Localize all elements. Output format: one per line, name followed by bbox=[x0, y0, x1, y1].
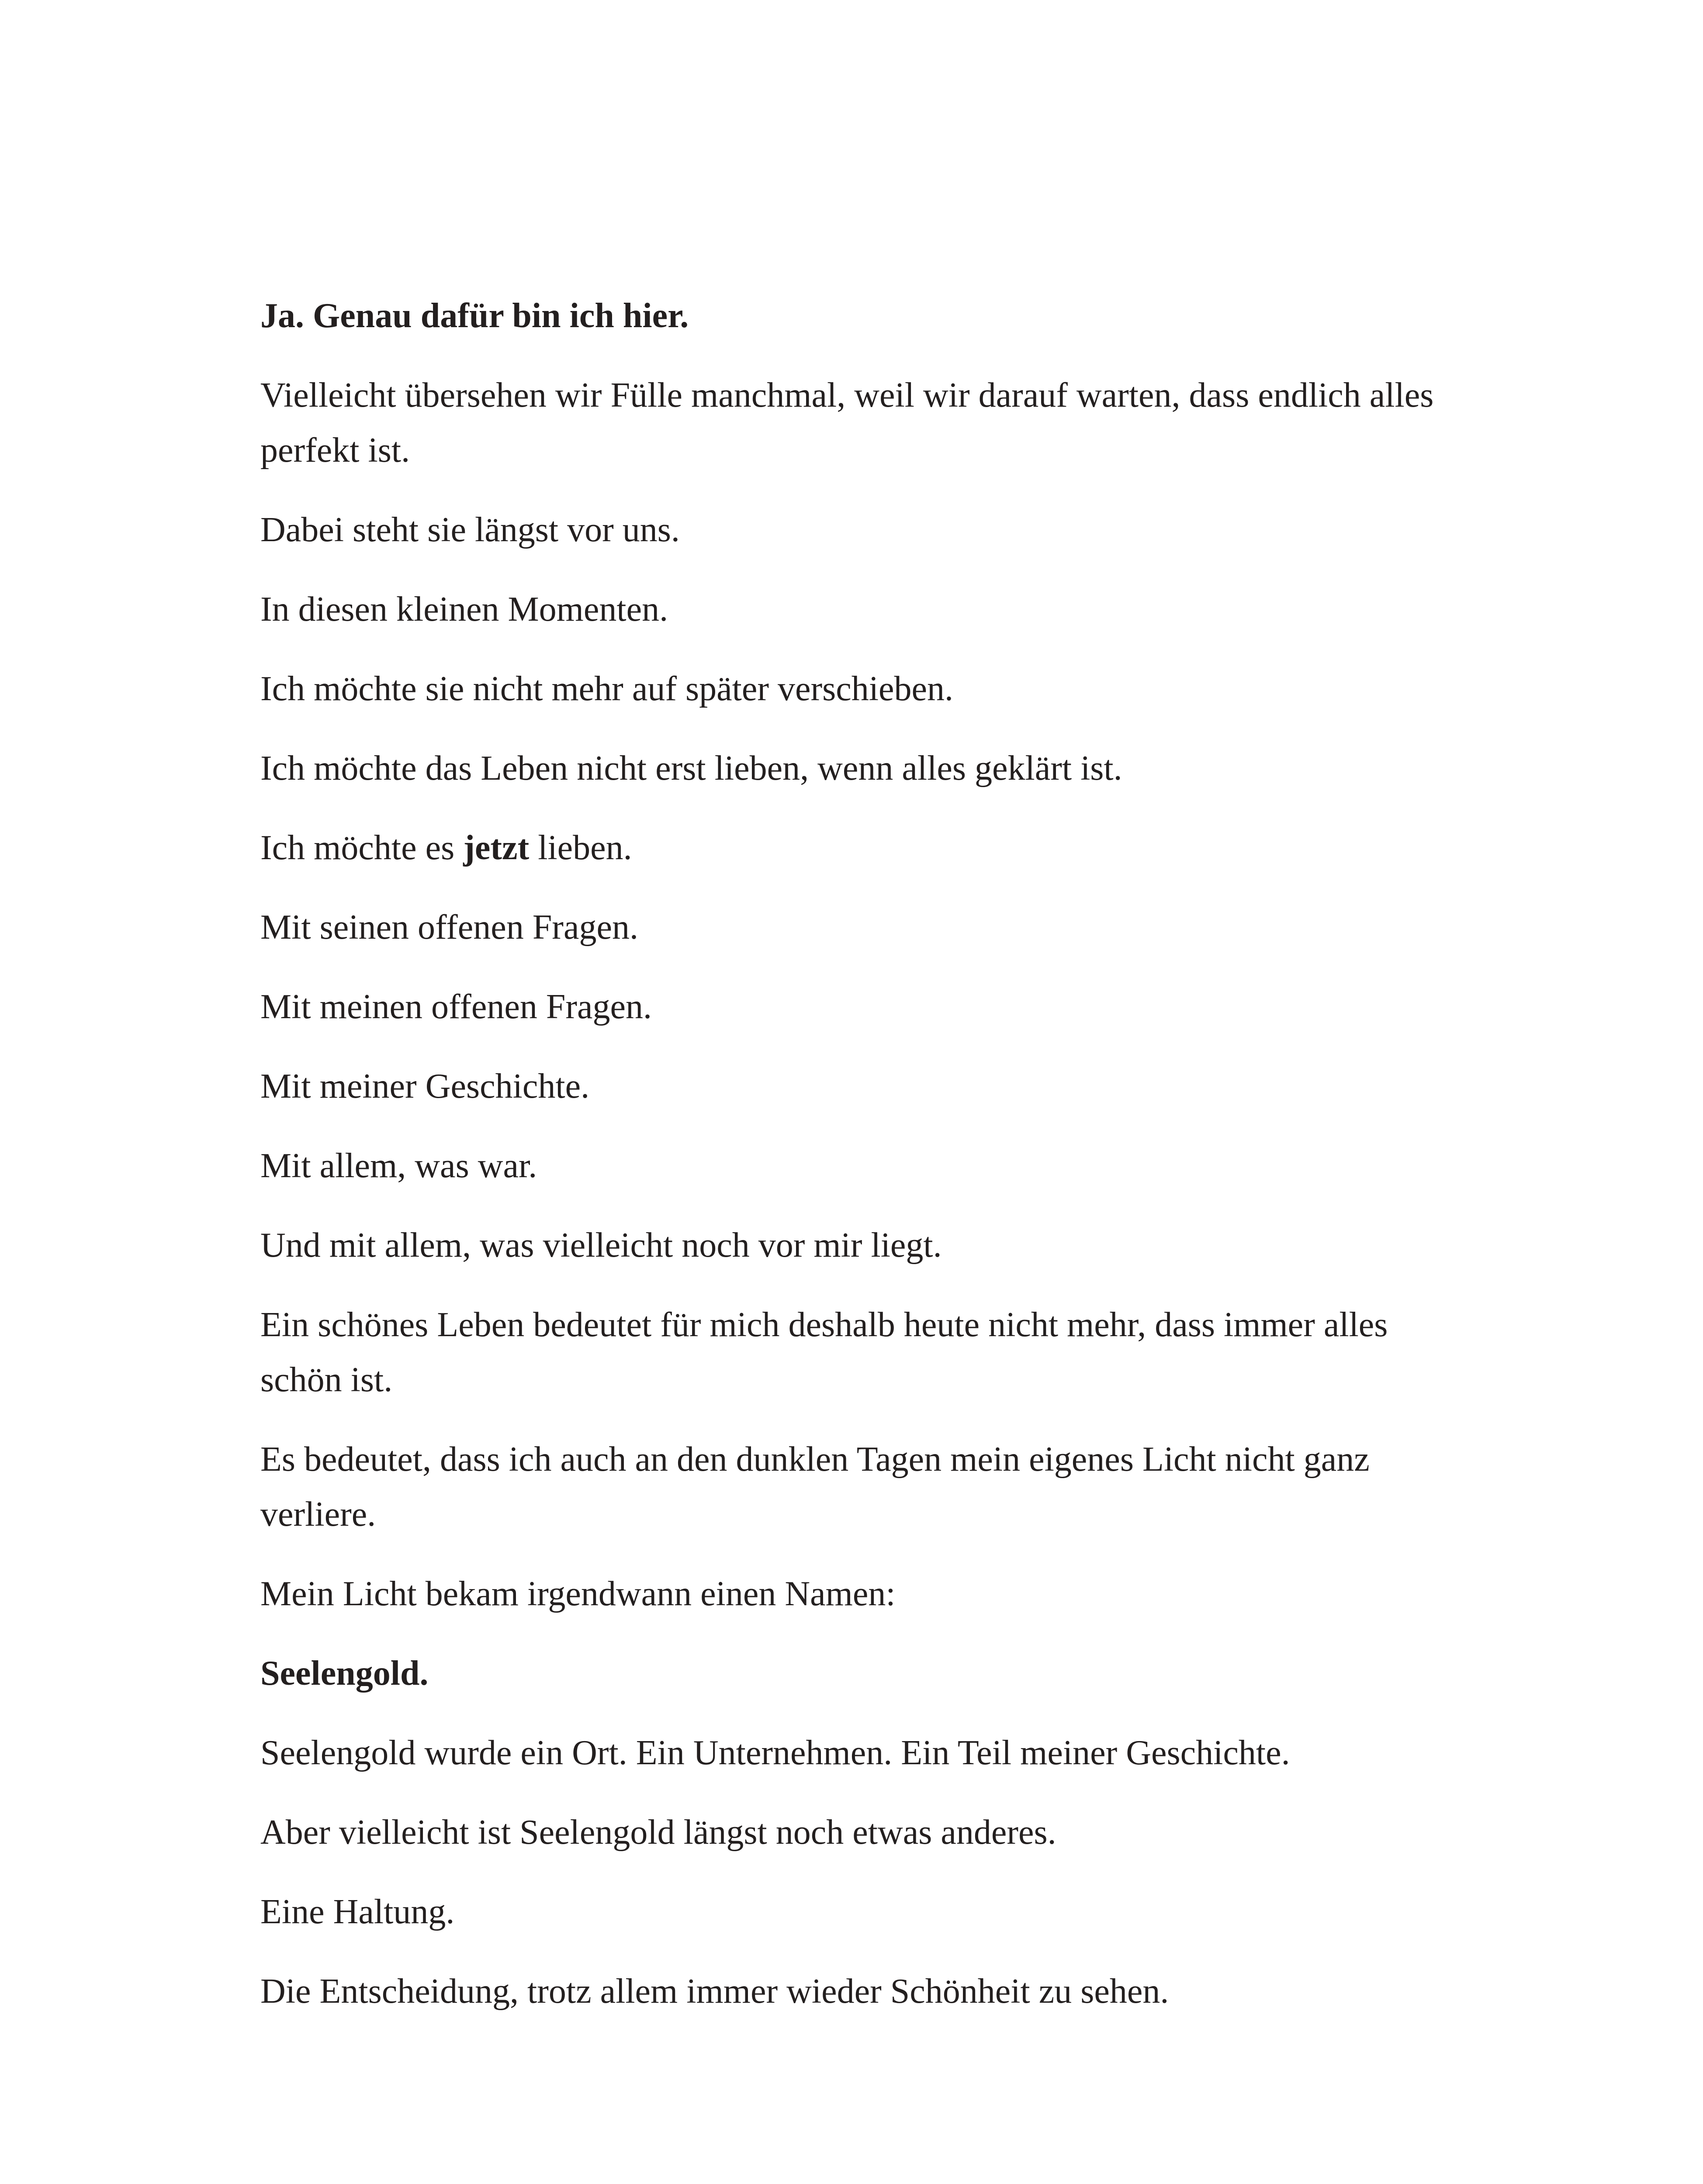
paragraph: Mit meinen offenen Fragen. bbox=[260, 988, 652, 1026]
paragraph-text-before: Ich möchte es bbox=[260, 829, 464, 867]
paragraph: Mein Licht bekam irgendwann einen Namen: bbox=[260, 1575, 896, 1613]
paragraph-with-emphasis bbox=[260, 820, 1440, 875]
paragraph: Mit seinen offenen Fragen. bbox=[260, 908, 638, 947]
paragraph: Ein schönes Leben bedeutet für mich deshalb heute nicht mehr, dass immer alles schön ist. bbox=[260, 1306, 1388, 1399]
paragraph: Vielleicht übersehen wir Fülle manchmal, weil wir darauf warten, dass endlich alles perfekt ist. bbox=[260, 376, 1434, 470]
paragraph: In diesen kleinen Momenten. bbox=[260, 590, 668, 629]
paragraph: Es bedeutet, dass ich auch an den dunklen Tagen mein eigenes Licht nicht ganz verliere. bbox=[260, 1440, 1370, 1534]
document-body bbox=[260, 288, 1440, 2043]
heading-line: Ja. Genau dafür bin ich hier. bbox=[260, 297, 689, 335]
paragraph: Und mit allem, was vielleicht noch vor mir liegt. bbox=[260, 1226, 942, 1265]
paragraph: Ich möchte das Leben nicht erst lieben, wenn alles geklärt ist. bbox=[260, 749, 1122, 788]
brand-name-line: Seelengold. bbox=[260, 1654, 429, 1693]
paragraph: Dabei steht sie längst vor uns. bbox=[260, 511, 680, 549]
paragraph: Mit meiner Geschichte. bbox=[260, 1067, 590, 1106]
paragraph: Ich möchte sie nicht mehr auf später verschieben. bbox=[260, 670, 954, 708]
paragraph: Mit allem, was war. bbox=[260, 1147, 537, 1185]
paragraph-text-after: lieben. bbox=[529, 829, 632, 867]
paragraph: Seelengold wurde ein Ort. Ein Unternehmen. Ein Teil meiner Geschichte. bbox=[260, 1734, 1290, 1772]
paragraph: Die Entscheidung, trotz allem immer wieder Schönheit zu sehen. bbox=[260, 1972, 1169, 2011]
paragraph: Aber vielleicht ist Seelengold längst noch etwas anderes. bbox=[260, 1813, 1056, 1852]
paragraph: Eine Haltung. bbox=[260, 1893, 455, 1931]
emphasis-word: jetzt bbox=[463, 829, 530, 867]
